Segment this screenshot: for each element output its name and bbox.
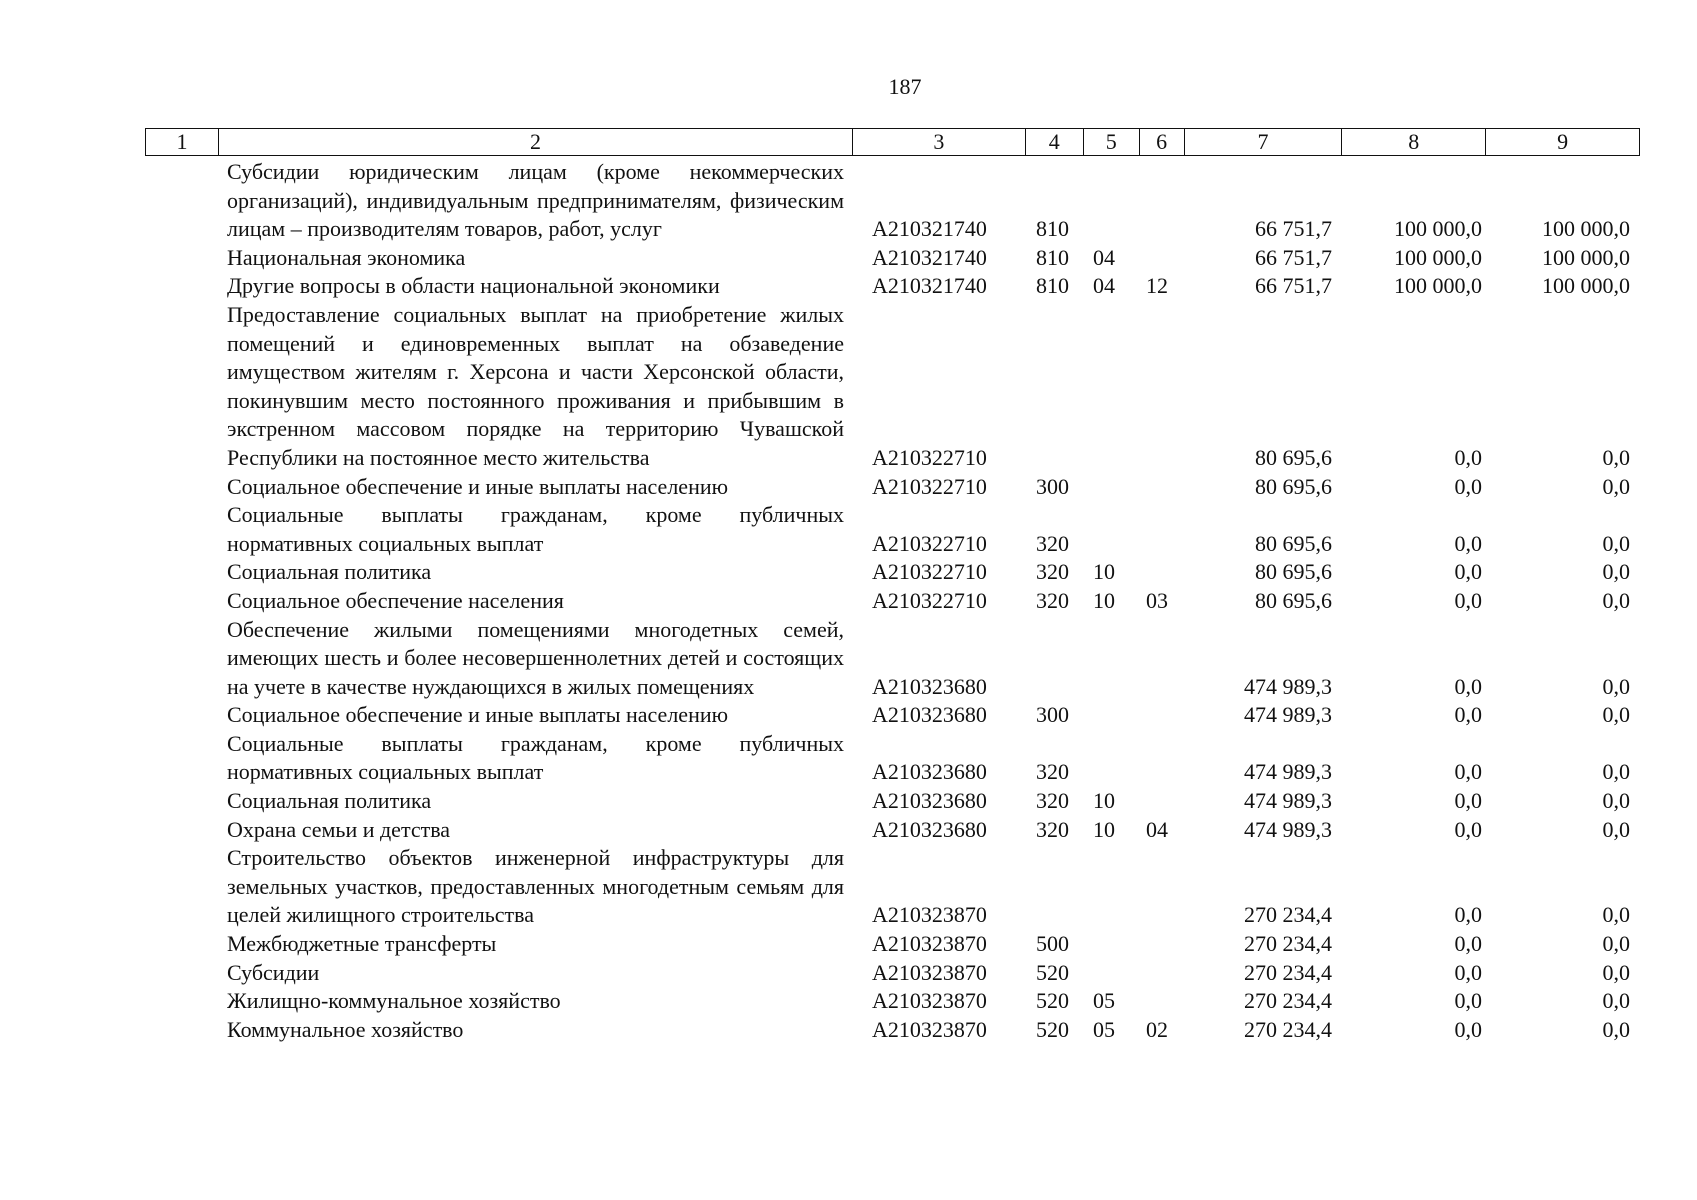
row-target-code: А210323870 [872,959,987,985]
row-subsection: 03 [1146,587,1168,613]
table-row [217,816,1640,845]
row-section: 04 [1093,273,1115,299]
row-section: 10 [1093,559,1115,585]
row-amount-year2: 0,0 [1454,902,1482,928]
row-amount-year1: 80 695,6 [1255,530,1332,556]
row-name: Охрана семьи и детства [227,816,451,842]
row-amount-year3: 0,0 [1602,788,1630,814]
row-name: Строительство объектов инженерной инфраструктуры для земельных участков, предоставленных многодетным семьям для целей жилищного строительства [227,845,844,928]
row-amount-year2: 0,0 [1454,931,1482,957]
table-row [217,301,1640,473]
table-row [217,959,1640,988]
row-amount-year3: 0,0 [1602,902,1630,928]
row-amount-year3: 0,0 [1602,673,1630,699]
row-expense-type: 300 [1036,702,1069,728]
row-target-code: А210323680 [872,702,987,728]
row-amount-year3: 0,0 [1602,559,1630,585]
row-expense-type: 320 [1036,788,1069,814]
row-amount-year2: 0,0 [1454,444,1482,470]
table-header-row [145,128,1640,156]
row-amount-year1: 80 695,6 [1255,473,1332,499]
page-number: 187 [888,74,922,99]
row-name: Социальное обеспечение населения [227,587,564,613]
row-section: 10 [1093,816,1115,842]
row-expense-type: 520 [1036,988,1069,1014]
row-amount-year2: 0,0 [1454,473,1482,499]
row-name: Обеспечение жилыми помещениями многодетных семей, имеющих шесть и более несовершеннолетних детей и состоящих на учете в качестве нуждающихся в жилых помещениях [227,616,844,699]
header-cell-5: 5 [1083,129,1139,155]
row-amount-year1: 474 989,3 [1244,702,1332,728]
row-amount-year3: 0,0 [1602,473,1630,499]
table-body [217,158,1640,1044]
header-cell-6: 6 [1139,129,1184,155]
row-amount-year3: 100 000,0 [1542,244,1630,270]
table-row [217,272,1640,301]
row-amount-year1: 66 751,7 [1255,273,1332,299]
row-name: Социальные выплаты гражданам, кроме публичных нормативных социальных выплат [227,502,844,556]
header-cell-2: 2 [218,129,852,155]
table-row [217,987,1640,1016]
row-name: Социальное обеспечение и иные выплаты населению [227,702,729,728]
table-row [217,616,1640,702]
row-expense-type: 810 [1036,216,1069,242]
table-row [217,473,1640,502]
row-amount-year1: 80 695,6 [1255,444,1332,470]
row-amount-year1: 270 234,4 [1244,931,1332,957]
row-target-code: А210323870 [872,902,987,928]
row-target-code: А210322710 [872,530,987,556]
row-amount-year1: 270 234,4 [1244,959,1332,985]
row-target-code: А210322710 [872,559,987,585]
row-target-code: А210321740 [872,273,987,299]
row-target-code: А210323870 [872,931,987,957]
row-amount-year3: 0,0 [1602,702,1630,728]
row-amount-year3: 0,0 [1602,530,1630,556]
header-cell-3: 3 [852,129,1025,155]
table-row [217,787,1640,816]
header-cell-4: 4 [1025,129,1083,155]
row-amount-year2: 0,0 [1454,959,1482,985]
row-name: Жилищно-коммунальное хозяйство [227,988,561,1014]
row-subsection: 12 [1146,273,1168,299]
header-cell-8: 8 [1341,129,1485,155]
row-name: Другие вопросы в области национальной экономики [227,273,720,299]
table-row [217,501,1640,558]
row-amount-year2: 0,0 [1454,759,1482,785]
row-target-code: А210322710 [872,473,987,499]
row-target-code: А210323870 [872,1016,987,1042]
row-expense-type: 300 [1036,473,1069,499]
row-amount-year1: 80 695,6 [1255,559,1332,585]
row-target-code: А210321740 [872,216,987,242]
row-amount-year2: 100 000,0 [1394,244,1482,270]
header-cell-7: 7 [1184,129,1342,155]
row-amount-year2: 0,0 [1454,587,1482,613]
row-amount-year3: 0,0 [1602,988,1630,1014]
table-row [217,587,1640,616]
row-expense-type: 500 [1036,931,1069,957]
row-expense-type: 320 [1036,559,1069,585]
row-expense-type: 810 [1036,273,1069,299]
table-row [217,1016,1640,1045]
row-expense-type: 320 [1036,759,1069,785]
row-amount-year2: 0,0 [1454,988,1482,1014]
row-target-code: А210323680 [872,759,987,785]
row-name: Социальная политика [227,788,432,814]
row-amount-year1: 474 989,3 [1244,816,1332,842]
row-amount-year2: 0,0 [1454,702,1482,728]
row-amount-year3: 100 000,0 [1542,216,1630,242]
row-amount-year1: 270 234,4 [1244,902,1332,928]
row-amount-year2: 0,0 [1454,1016,1482,1042]
row-amount-year2: 100 000,0 [1394,273,1482,299]
row-expense-type: 520 [1036,959,1069,985]
row-name: Предоставление социальных выплат на приобретение жилых помещений и единовременных выплат на обзаведение имуществом жителям г. Херсона и части Херсонской области, покинувшим место постоянного проживания и прибывшим в экстренном массовом порядке на территорию Чувашской Республики на постоянное место жительства [227,301,844,470]
row-name: Субсидии [227,959,320,985]
row-name: Социальные выплаты гражданам, кроме публичных нормативных социальных выплат [227,730,844,785]
row-amount-year2: 100 000,0 [1394,216,1482,242]
row-amount-year2: 0,0 [1454,673,1482,699]
row-target-code: А210323680 [872,816,987,842]
row-section: 10 [1093,788,1115,814]
row-amount-year2: 0,0 [1454,530,1482,556]
row-subsection: 02 [1146,1016,1168,1042]
row-amount-year3: 0,0 [1602,931,1630,957]
table-row [217,844,1640,930]
row-amount-year3: 0,0 [1602,959,1630,985]
table-row [217,244,1640,273]
row-amount-year3: 0,0 [1602,587,1630,613]
row-section: 05 [1093,988,1115,1014]
row-expense-type: 520 [1036,1016,1069,1042]
row-amount-year1: 80 695,6 [1255,587,1332,613]
row-amount-year1: 270 234,4 [1244,988,1332,1014]
row-name: Межбюджетные трансферты [227,931,497,957]
row-amount-year2: 0,0 [1454,816,1482,842]
row-amount-year3: 0,0 [1602,816,1630,842]
table-row [217,930,1640,959]
row-target-code: А210322710 [872,587,987,613]
header-cell-9: 9 [1485,129,1639,155]
row-expense-type: 810 [1036,244,1069,270]
row-section: 05 [1093,1016,1115,1042]
row-expense-type: 320 [1036,530,1069,556]
table-row [217,730,1640,787]
row-amount-year1: 474 989,3 [1244,673,1332,699]
row-amount-year3: 0,0 [1602,444,1630,470]
row-amount-year2: 0,0 [1454,559,1482,585]
row-section: 04 [1093,244,1115,270]
row-name: Социальная политика [227,559,432,585]
row-target-code: А210322710 [872,444,987,470]
row-amount-year1: 474 989,3 [1244,788,1332,814]
row-target-code: А210323680 [872,673,987,699]
table-row [217,158,1640,244]
row-amount-year1: 270 234,4 [1244,1016,1332,1042]
row-name: Коммунальное хозяйство [227,1016,464,1042]
header-cell-1: 1 [176,129,188,154]
row-expense-type: 320 [1036,587,1069,613]
table-row [217,701,1640,730]
table-row [217,558,1640,587]
row-target-code: А210323870 [872,988,987,1014]
row-section: 10 [1093,587,1115,613]
row-amount-year1: 66 751,7 [1255,244,1332,270]
row-amount-year3: 100 000,0 [1542,273,1630,299]
row-amount-year3: 0,0 [1602,759,1630,785]
row-amount-year1: 66 751,7 [1255,216,1332,242]
row-amount-year1: 474 989,3 [1244,759,1332,785]
row-name: Национальная экономика [227,244,466,270]
row-name: Субсидии юридическим лицам (кроме некоммерческих организаций), индивидуальным предпринимателям, физическим лицам – производителям товаров, работ, услуг [227,159,844,242]
row-expense-type: 320 [1036,816,1069,842]
row-target-code: А210321740 [872,244,987,270]
row-amount-year2: 0,0 [1454,788,1482,814]
row-name: Социальное обеспечение и иные выплаты населению [227,473,729,499]
row-amount-year3: 0,0 [1602,1016,1630,1042]
row-target-code: А210323680 [872,788,987,814]
row-subsection: 04 [1146,816,1168,842]
